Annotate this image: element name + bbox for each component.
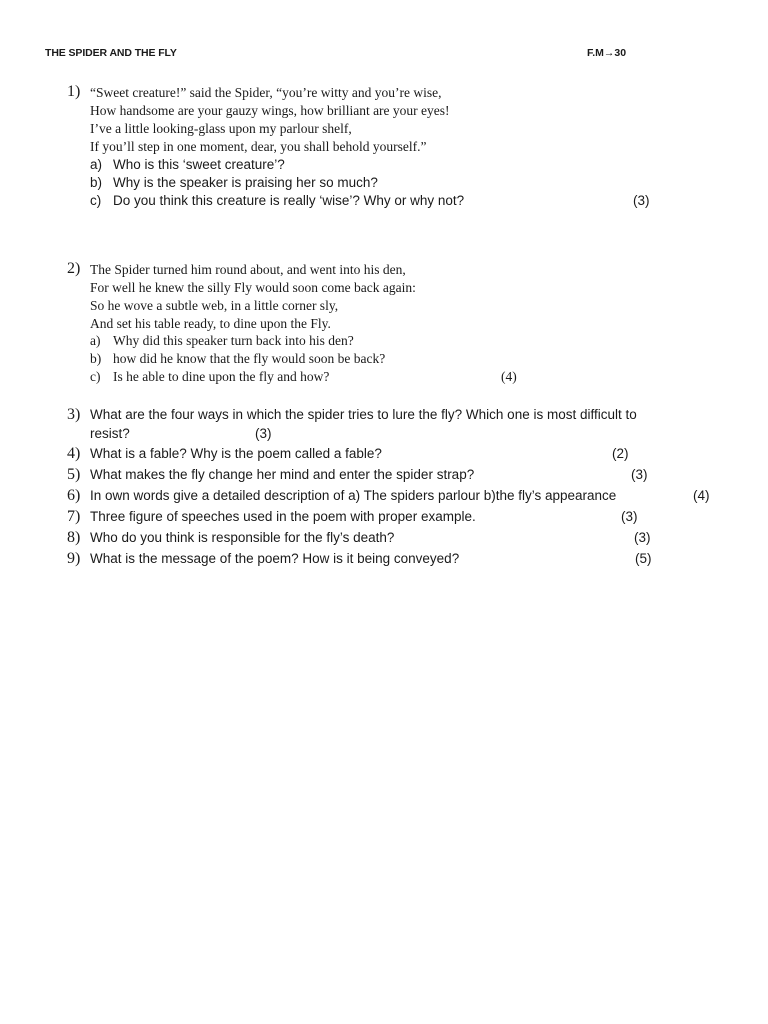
full-marks: F.M→30	[587, 47, 627, 59]
q2-poem-line: So he wove a subtle web, in a little corner sly,	[90, 298, 339, 313]
q1-poem-line: If you’ll step in one moment, dear, you shall behold yourself.”	[90, 139, 427, 154]
question-3-text-cont: resist?	[90, 426, 130, 441]
question-8-text: Who do you think is responsible for the fly’s death?	[90, 530, 395, 545]
q2-sub-question-b	[90, 350, 385, 367]
question-3-text: What are the four ways in which the spider tries to lure the fly? Which one is most difficult to	[90, 407, 637, 422]
question-9-marks: (5)	[635, 551, 652, 566]
q1-sub-question-c	[90, 192, 464, 209]
sub-letter: a)	[90, 333, 101, 348]
question-4-text: What is a fable? Why is the poem called a fable?	[90, 446, 382, 461]
worksheet-title: THE SPIDER AND THE FLY	[45, 47, 177, 59]
sub-text: Is he able to dine upon the fly and how?	[113, 369, 330, 384]
sub-text: how did he know that the fly would soon be back?	[113, 351, 386, 366]
q1-sub-question-b	[90, 174, 378, 191]
question-4-marks: (2)	[612, 446, 629, 461]
sub-letter: c)	[90, 193, 102, 208]
question-9-number: 9)	[67, 550, 81, 567]
q1-poem-line: How handsome are your gauzy wings, how brilliant are your eyes!	[90, 103, 450, 118]
sub-letter: b)	[90, 175, 103, 190]
question-4-number: 4)	[67, 445, 81, 462]
q1-poem-line: “Sweet creature!” said the Spider, “you’re witty and you’re wise,	[90, 85, 442, 100]
sub-text: Do you think this creature is really ‘wise’? Why or why not?	[113, 193, 465, 208]
question-6-number: 6)	[67, 487, 81, 504]
q2-poem-line: And set his table ready, to dine upon the Fly.	[90, 316, 331, 331]
sub-text: Why did this speaker turn back into his den?	[113, 333, 354, 348]
sub-letter: a)	[90, 157, 103, 172]
q1-poem-line: I’ve a little looking-glass upon my parlour shelf,	[90, 121, 352, 136]
question-6-marks: (4)	[693, 488, 710, 503]
q1-sub-question-a	[90, 156, 285, 173]
question-8-marks: (3)	[634, 530, 651, 545]
q2-sub-question-a	[90, 332, 354, 349]
q2-poem-line: For well he knew the silly Fly would soon come back again:	[90, 280, 416, 295]
question-7-number: 7)	[67, 508, 81, 525]
question-3-number: 3)	[67, 406, 81, 423]
sub-letter: b)	[90, 351, 102, 366]
question-7-text: Three figure of speeches used in the poem with proper example.	[90, 509, 476, 524]
question-7-marks: (3)	[621, 509, 638, 524]
question-1-number: 1)	[67, 83, 81, 100]
question-2-number: 2)	[67, 260, 81, 277]
q1-marks: (3)	[633, 193, 650, 208]
q2-sub-question-c	[90, 368, 329, 385]
question-5-marks: (3)	[631, 467, 648, 482]
q2-poem-line: The Spider turned him round about, and went into his den,	[90, 262, 406, 277]
sub-letter: c)	[90, 369, 101, 384]
sub-text: Why is the speaker is praising her so much?	[113, 175, 378, 190]
question-5-number: 5)	[67, 466, 81, 483]
q2-marks: (4)	[501, 369, 517, 384]
question-6-text: In own words give a detailed description of a) The spiders parlour b)the fly’s appearance	[90, 488, 617, 503]
question-9-text: What is the message of the poem? How is it being conveyed?	[90, 551, 460, 566]
question-8-number: 8)	[67, 529, 81, 546]
question-3-marks: (3)	[255, 426, 272, 441]
sub-text: Who is this ‘sweet creature’?	[113, 157, 285, 172]
question-5-text: What makes the fly change her mind and enter the spider strap?	[90, 467, 475, 482]
